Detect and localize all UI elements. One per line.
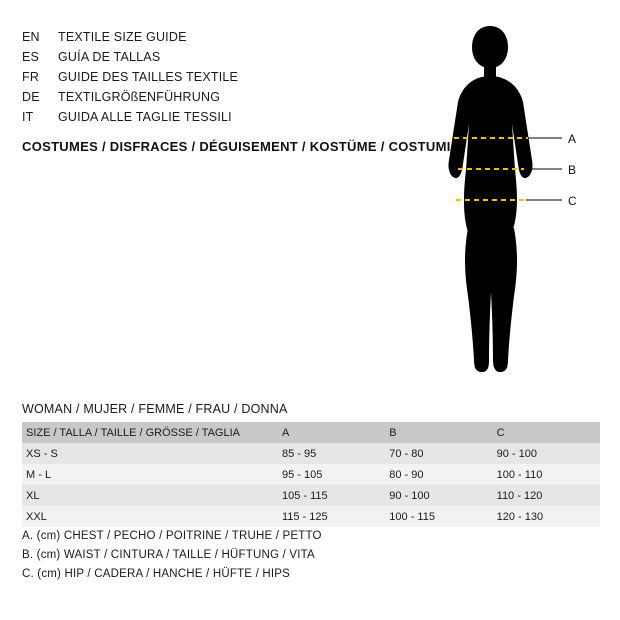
cell-b: 100 - 115 (385, 506, 492, 527)
body-figure (430, 20, 605, 380)
cell-a: 105 - 115 (278, 485, 385, 506)
language-code: ES (22, 50, 40, 64)
column-header-c: C (493, 422, 600, 443)
cell-c: 110 - 120 (493, 485, 600, 506)
language-row (22, 90, 422, 110)
cell-a: 115 - 125 (278, 506, 385, 527)
language-text: GUIDA ALLE TAGLIE TESSILI (58, 110, 232, 124)
legend-line-b: B. (cm) WAIST / CINTURA / TAILLE / HÜFTUNG / VITA (22, 549, 315, 561)
column-header-b: B (385, 422, 492, 443)
cell-b: 80 - 90 (385, 464, 492, 485)
column-header-size: SIZE / TALLA / TAILLE / GRÖSSE / TAGLIA (22, 422, 278, 443)
language-row (22, 110, 422, 130)
cell-size: XS - S (22, 443, 278, 464)
cell-size: M - L (22, 464, 278, 485)
language-list (22, 30, 422, 130)
size-table (22, 422, 600, 527)
table-group-label: WOMAN / MUJER / FEMME / FRAU / DONNA (22, 402, 288, 416)
table-header-row (22, 422, 600, 443)
language-text: GUIDE DES TAILLES TEXTILE (58, 70, 239, 84)
marker-label-a: A (568, 132, 577, 146)
language-row (22, 70, 422, 90)
language-code: EN (22, 30, 40, 44)
table-row (22, 506, 600, 527)
table-row (22, 443, 600, 464)
marker-label-b: B (568, 163, 577, 177)
table-row (22, 485, 600, 506)
cell-size: XXL (22, 506, 278, 527)
size-table-section (22, 402, 600, 527)
column-header-a: A (278, 422, 385, 443)
language-text: TEXTILGRÖßENFÜHRUNG (58, 90, 221, 104)
cell-size: XL (22, 485, 278, 506)
cell-c: 90 - 100 (493, 443, 600, 464)
legend-line-a: A. (cm) CHEST / PECHO / POITRINE / TRUHE / PETTO (22, 530, 322, 542)
cell-a: 85 - 95 (278, 443, 385, 464)
language-text: GUÍA DE TALLAS (58, 50, 161, 64)
cell-b: 70 - 80 (385, 443, 492, 464)
cell-a: 95 - 105 (278, 464, 385, 485)
language-row (22, 30, 422, 50)
female-silhouette-icon (430, 20, 605, 380)
language-text: TEXTILE SIZE GUIDE (58, 30, 187, 44)
cell-b: 90 - 100 (385, 485, 492, 506)
costumes-title: COSTUMES / DISFRACES / DÉGUISEMENT / KOSTÜME / COSTUMI (22, 139, 451, 154)
language-code: IT (22, 110, 34, 124)
cell-c: 120 - 130 (493, 506, 600, 527)
marker-label-c: C (568, 194, 577, 208)
language-row (22, 50, 422, 70)
language-code: FR (22, 70, 40, 84)
cell-c: 100 - 110 (493, 464, 600, 485)
legend-line-c: C. (cm) HIP / CADERA / HANCHE / HÜFTE / HIPS (22, 568, 291, 580)
language-code: DE (22, 90, 40, 104)
table-row (22, 464, 600, 485)
measurement-legend (22, 530, 522, 587)
